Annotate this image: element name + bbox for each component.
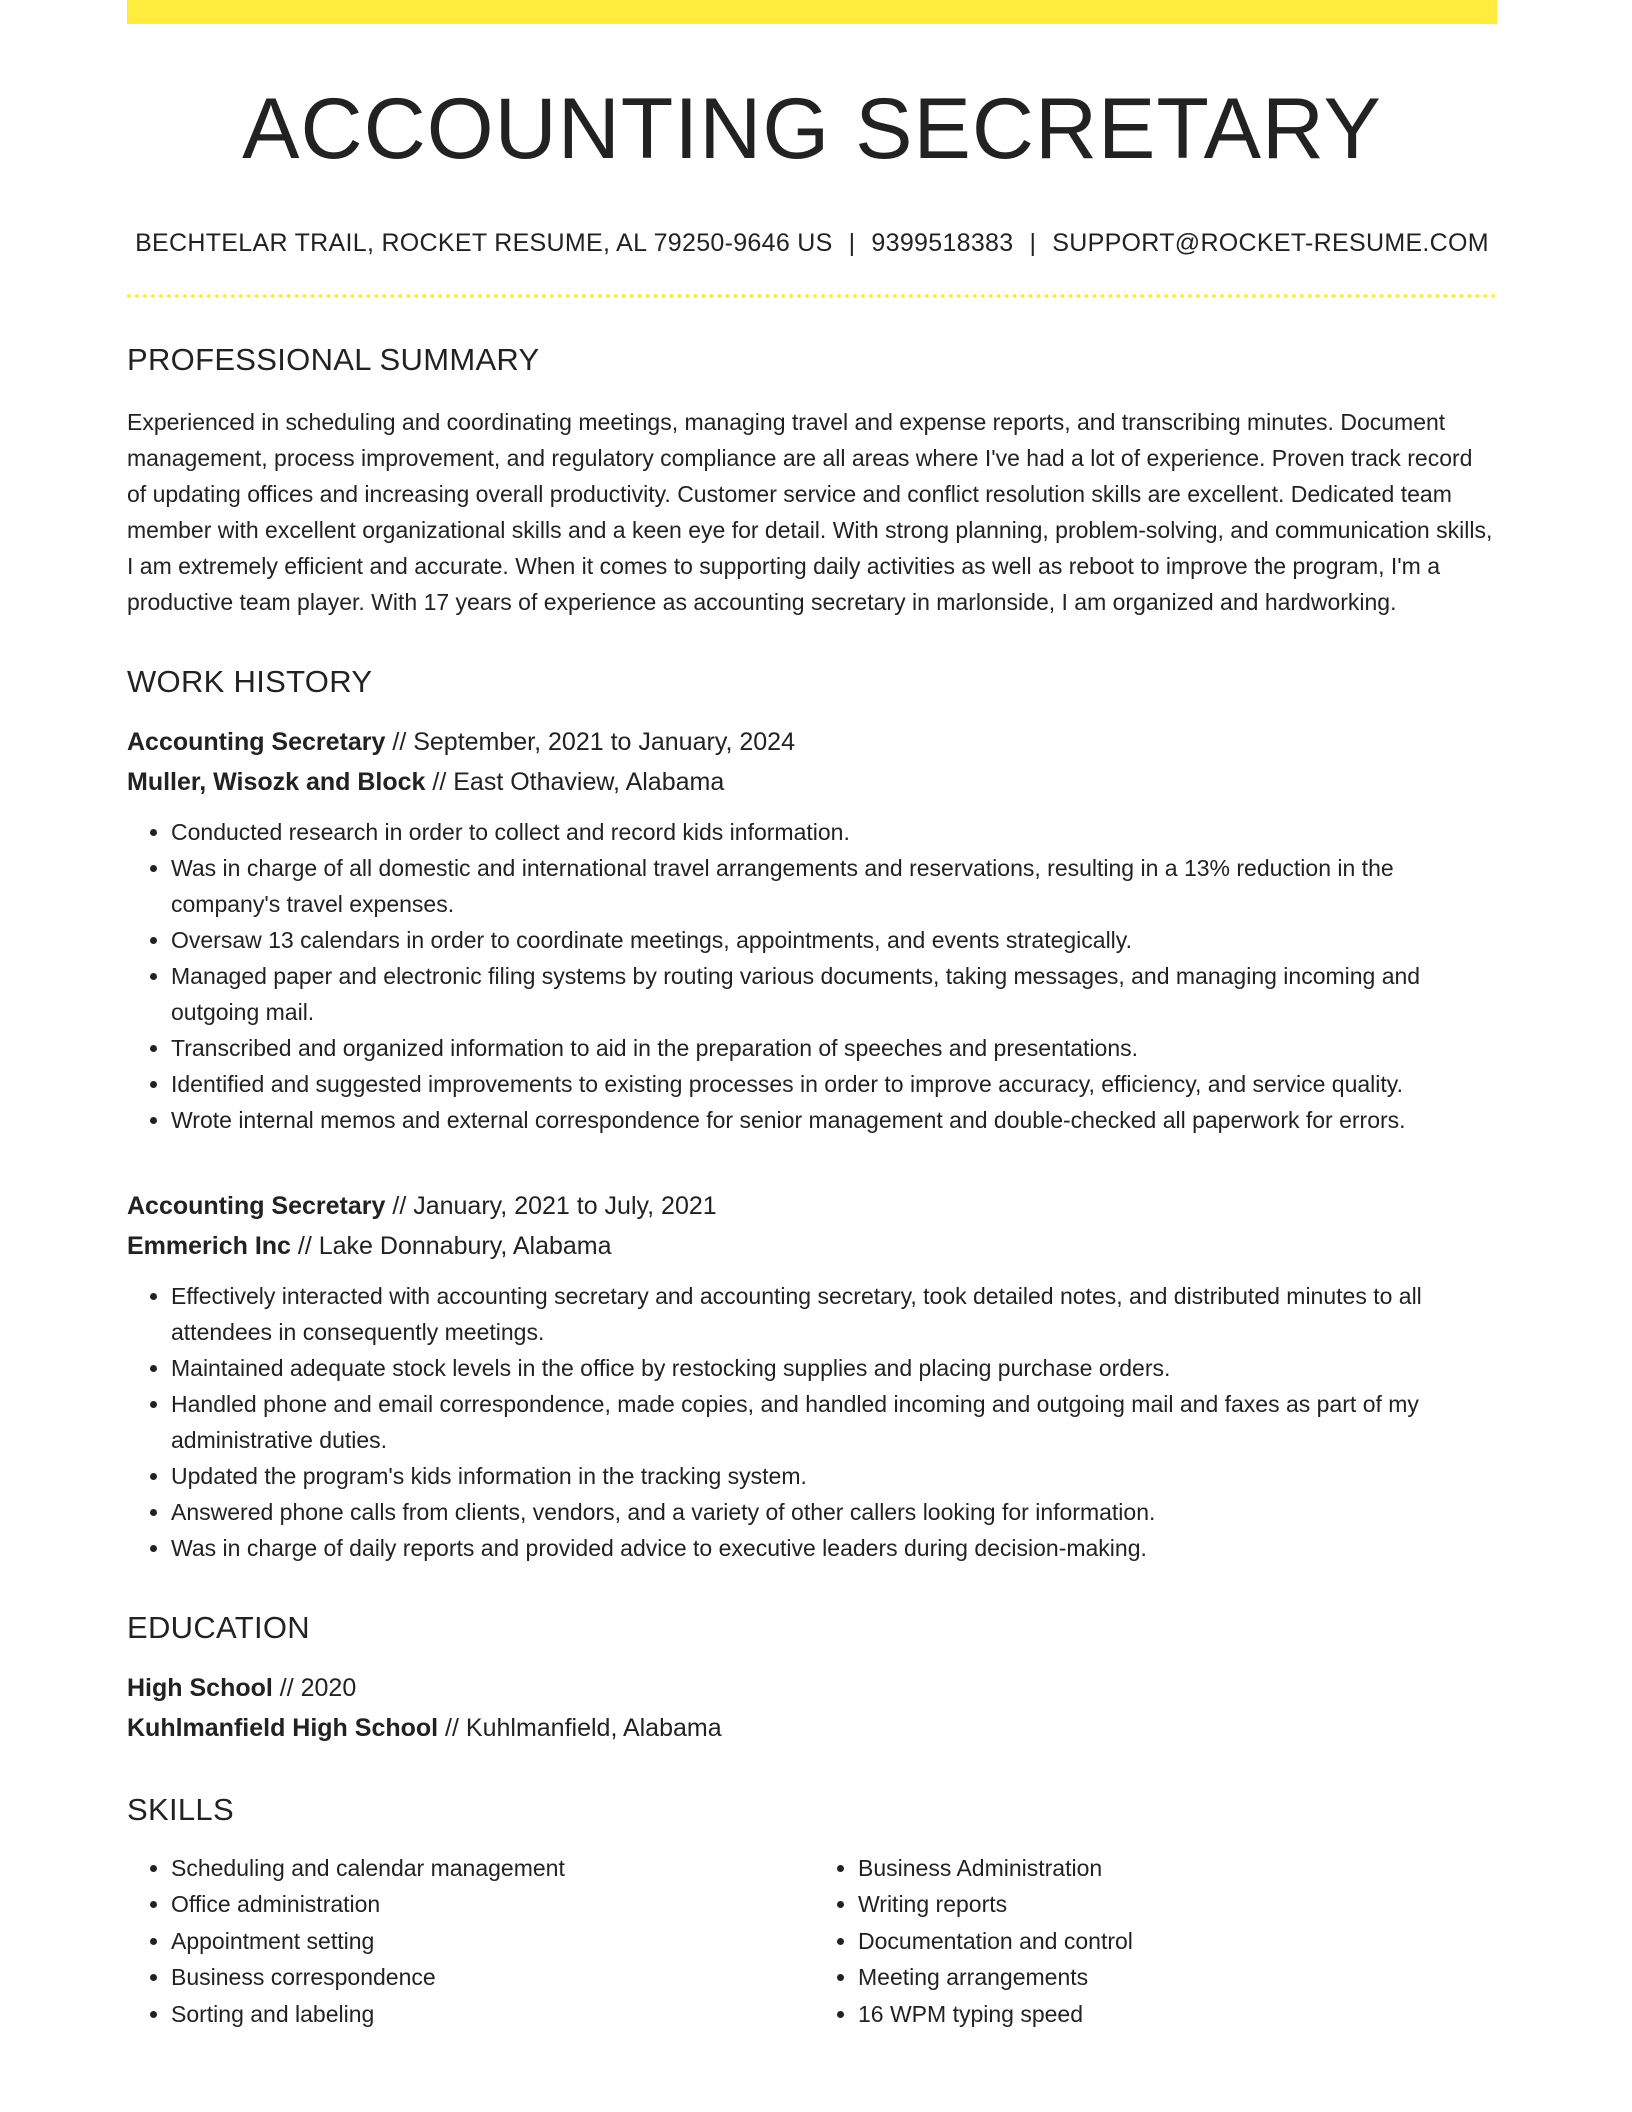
job-role: Accounting Secretary xyxy=(127,1191,386,1220)
job-location: Lake Donnabury, Alabama xyxy=(318,1231,612,1260)
job-bullet: • Handled phone and email correspondence, made copies, and handled incoming and outgoing mail and faxes as part of my administrative duties. xyxy=(171,1386,1497,1458)
dotted-divider xyxy=(127,294,1497,298)
education-degree: High School xyxy=(127,1673,273,1702)
skill-item: • Sorting and labeling xyxy=(171,1996,810,2033)
contact-phone: 9399518383 xyxy=(871,228,1014,257)
skill-item: • Writing reports xyxy=(858,1886,1497,1923)
job-divider: // xyxy=(425,767,454,796)
resume-page xyxy=(127,0,1497,2032)
job-bullet: • Conducted research in order to collect and record kids information. xyxy=(171,814,1497,850)
job-location: East Othaview, Alabama xyxy=(453,767,725,796)
summary-text: Experienced in scheduling and coordinating meetings, managing travel and expense reports, and transcribing minutes. Document management, process improvement, and regulatory compliance are all areas where I've had a lot of experience. Proven track record of updating offices and increasing overall productivity. Customer service and conflict resolution skills are excellent. Dedicated team member with excellent organizational skills and a keen eye for detail. With strong planning, problem-solving, and communication skills, I am extremely efficient and accurate. When it comes to supporting daily activities as well as reboot to improve the program, I'm a productive team player. With 17 years of experience as accounting secretary in marlonside, I am organized and hardworking. xyxy=(127,408,1493,615)
skills-list-right xyxy=(810,1850,1497,2033)
skill-item: • Documentation and control xyxy=(858,1923,1497,1960)
education-section xyxy=(127,1610,1497,1748)
section-heading-education: EDUCATION xyxy=(127,1609,310,1645)
education-school-line xyxy=(127,1708,1497,1748)
skills-columns xyxy=(127,1850,1497,2033)
contact-line xyxy=(127,229,1497,258)
job-title-line xyxy=(127,1186,1497,1226)
job-divider: // xyxy=(385,727,414,756)
contact-email: SUPPORT@ROCKET-RESUME.COM xyxy=(1052,228,1489,257)
professional-summary-section xyxy=(127,342,1497,620)
section-heading-skills: SKILLS xyxy=(127,1791,234,1827)
top-accent-bar xyxy=(127,0,1497,24)
section-heading-summary: PROFESSIONAL SUMMARY xyxy=(127,341,540,377)
skill-item: • Business Administration xyxy=(858,1850,1497,1887)
education-year: 2020 xyxy=(300,1673,357,1702)
job-dates: September, 2021 to January, 2024 xyxy=(413,727,795,756)
section-heading-work-history: WORK HISTORY xyxy=(127,663,373,699)
contact-separator: | xyxy=(848,228,856,257)
contact-separator: | xyxy=(1029,228,1037,257)
contact-address: BECHTELAR TRAIL, ROCKET RESUME, AL 79250-9646 US xyxy=(135,228,833,257)
skill-item: • Scheduling and calendar management xyxy=(171,1850,810,1887)
skill-item: • Appointment setting xyxy=(171,1923,810,1960)
job-title-line xyxy=(127,722,1497,762)
job-bullet: • Maintained adequate stock levels in the office by restocking supplies and placing purchase orders. xyxy=(171,1350,1497,1386)
job-bullet-list xyxy=(127,1278,1497,1566)
job-bullet: • Was in charge of all domestic and international travel arrangements and reservations, resulting in a 13% reduction in the company's travel expenses. xyxy=(171,850,1497,922)
job-dates: January, 2021 to July, 2021 xyxy=(413,1191,717,1220)
education-degree-line xyxy=(127,1668,1497,1708)
job-divider: // xyxy=(385,1191,414,1220)
education-entry xyxy=(127,1668,1497,1748)
job-company-line xyxy=(127,762,1497,802)
education-school: Kuhlmanfield High School xyxy=(127,1713,439,1742)
education-divider: // xyxy=(272,1673,301,1702)
job-bullet: • Managed paper and electronic filing systems by routing various documents, taking messages, and managing incoming and outgoing mail. xyxy=(171,958,1497,1030)
job-company: Muller, Wisozk and Block xyxy=(127,767,426,796)
education-divider: // xyxy=(438,1713,466,1742)
skill-item: • Meeting arrangements xyxy=(858,1959,1497,1996)
resume-name-title: ACCOUNTING SECRETARY xyxy=(242,81,1382,177)
job-bullet-list xyxy=(127,814,1497,1138)
job-bullet: • Answered phone calls from clients, vendors, and a variety of other callers looking for information. xyxy=(171,1494,1497,1530)
job-company-line xyxy=(127,1226,1497,1266)
job-role: Accounting Secretary xyxy=(127,727,386,756)
skill-item: • 16 WPM typing speed xyxy=(858,1996,1497,2033)
skill-item: • Office administration xyxy=(171,1886,810,1923)
job-divider: // xyxy=(290,1231,319,1260)
work-history-section xyxy=(127,664,1497,1566)
skills-list-left xyxy=(127,1850,810,2033)
job-bullet: • Updated the program's kids information in the tracking system. xyxy=(171,1458,1497,1494)
job-bullet: • Effectively interacted with accounting secretary and accounting secretary, took detailed notes, and distributed minutes to all attendees in consequently meetings. xyxy=(171,1278,1497,1350)
skill-item: • Business correspondence xyxy=(171,1959,810,1996)
job-company: Emmerich Inc xyxy=(127,1231,291,1260)
job-bullet: • Oversaw 13 calendars in order to coordinate meetings, appointments, and events strategically. xyxy=(171,922,1497,958)
job-bullet: • Identified and suggested improvements to existing processes in order to improve accuracy, efficiency, and service quality. xyxy=(171,1066,1497,1102)
job-bullet: • Wrote internal memos and external correspondence for senior management and double-checked all paperwork for errors. xyxy=(171,1102,1497,1138)
education-location: Kuhlmanfield, Alabama xyxy=(465,1713,722,1742)
job-entry xyxy=(127,1186,1497,1566)
job-bullet: • Transcribed and organized information to aid in the preparation of speeches and presentations. xyxy=(171,1030,1497,1066)
job-entry xyxy=(127,722,1497,1138)
skills-section xyxy=(127,1792,1497,2033)
job-bullet: • Was in charge of daily reports and provided advice to executive leaders during decision-making. xyxy=(171,1530,1497,1566)
